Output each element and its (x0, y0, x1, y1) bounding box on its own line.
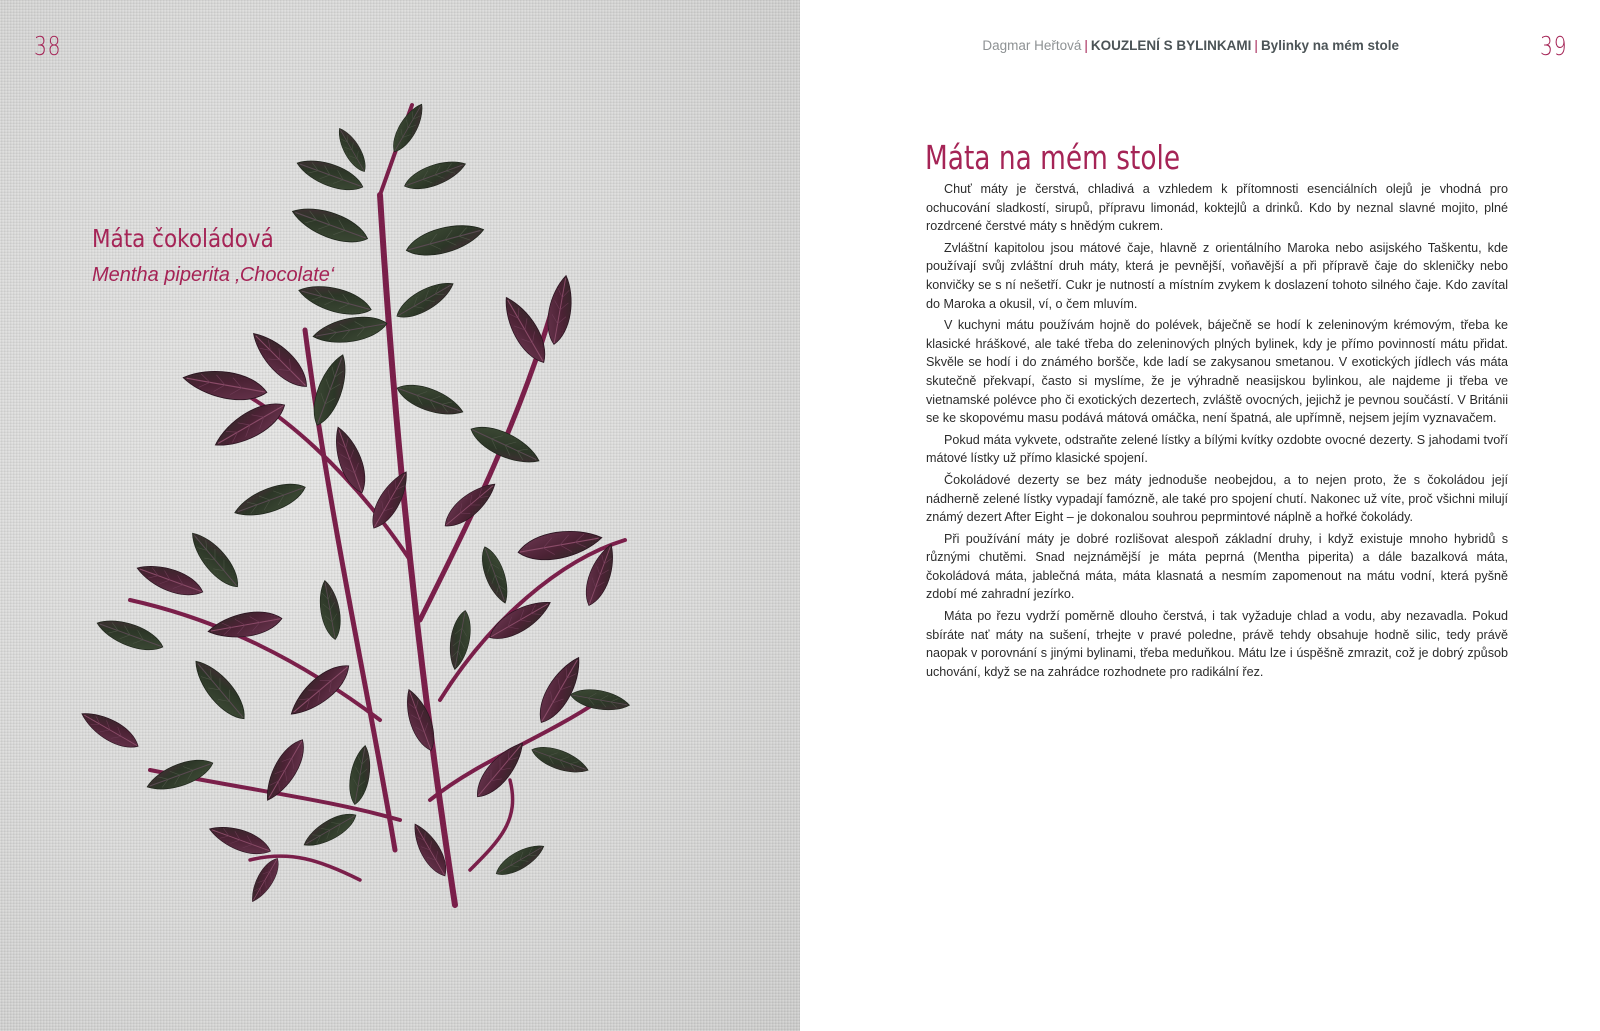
running-head-book-title: KOUZLENÍ S BYLINKAMI (1090, 38, 1252, 53)
article-title: Máta na mém stole (925, 138, 1181, 178)
article-paragraph: Pokud máta vykvete, odstraňte zelené lístky a bílými kvítky ozdobte ovocné dezerty. S jahodami tvoří mátové lístky už přímo klasické spojení. (926, 432, 1508, 466)
article-paragraph: Máta po řezu vydrží poměrně dlouho čerstvá, i tak vyžaduje chlad a vodu, aby nezavadla. Pokud sbíráte nať máty na sušení, trhejte v pravé poledne, právě tehdy obsahuje hodně silic, tedy právě naopak v porovnání s jinými bylinami, třeba meduňkou. Mátu lze i úspěšně zmrazit, což je dobrý způsob uchování, když se na zahrádce rozhodnete pro radikální řez. (926, 609, 1508, 679)
mint-leaves (77, 100, 631, 906)
article-paragraph: Chuť máty je čerstvá, chladivá a vzhledem k přítomnosti esenciálních olejů je vhodná pro ochucování sladkostí, sirupů, přípravu limonád, koktejlů a drinků. Kdo by neznal slavné mojito, plné rozdrcené čerstvé máty s hnědým cukrem. (926, 182, 1508, 234)
page-number-left: 38 (34, 32, 62, 62)
article-paragraph: Zvláštní kapitolou jsou mátové čaje, hlavně z orientálního Maroka nebo asijského Taškentu, kde používají svůj zvláštní druh máty, která je pevnější, voňavější a při přípravě čaje do skleničky nebo konvičky se s ní nešetří. Cukr je nutností a místním zvykem k doslazení tohoto silného čaje. Kdo zavítal do Maroka a okusil, ví, o čem mluvím. (926, 240, 1508, 311)
caption-plant-name: Máta čokoládová (92, 224, 274, 253)
article-paragraph: Při používání máty je dobré rozlišovat alespoň základní druhy, i když existuje mnoho hybridů s různými chutěmi. Snad nejznámější je máta peprná (Mentha piperita) a dále bazalková máta, čokoládová máta, jablečná máta, máta klasnatá a nesmím zapomenout na mátu vodní, která pyšně zdobí mé zahradní jezírko. (926, 531, 1508, 602)
running-head-separator: | (1254, 38, 1258, 53)
article-body (926, 180, 1508, 684)
article-paragraph: Čokoládové dezerty se bez máty jednoduše neobejdou, a to nejen proto, že s čokoládou její nádherně zelené lístky vypadají famózně, ale také pro spojení chutí. Nakonec už víte, proč všichni milují známý dezert After Eight – je dokonalou souhrou peprmintové náplně a hořké čokolády. (926, 472, 1508, 525)
running-head (982, 38, 1399, 53)
caption-latin-name: Mentha piperita ‚Chocolate‘ (92, 264, 335, 286)
article-paragraph: V kuchyni mátu používám hojně do polévek, báječně se hodí k zeleninovým krémovým, třeba ke klasické hráškové, ale také třeba do zeleninových plných bylinek, kdy je přímo povinností mátu přidat. Skvěle se hodí i do známého boršče, kde ladí se zakysanou smetanou. V exotických jídlech vás máta skutečně překvapí, často si myslíme, že je výhradně neasijskou bylinkou, ale najdeme ji třeba ve vietnamské polévce pho či exotických dezertech, zvláště ovocných, jejichž je pevnou součástí. V Británii se ke skopovému masu podává mátová omáčka, není špatná, ale upřímně, nejsem jejím vyznavačem. (926, 318, 1508, 426)
running-head-chapter: Bylinky na mém stole (1260, 38, 1399, 53)
page-number-right: 39 (1540, 32, 1568, 62)
running-head-author: Dagmar Heřtová (982, 38, 1082, 53)
running-head-separator: | (1084, 38, 1088, 53)
